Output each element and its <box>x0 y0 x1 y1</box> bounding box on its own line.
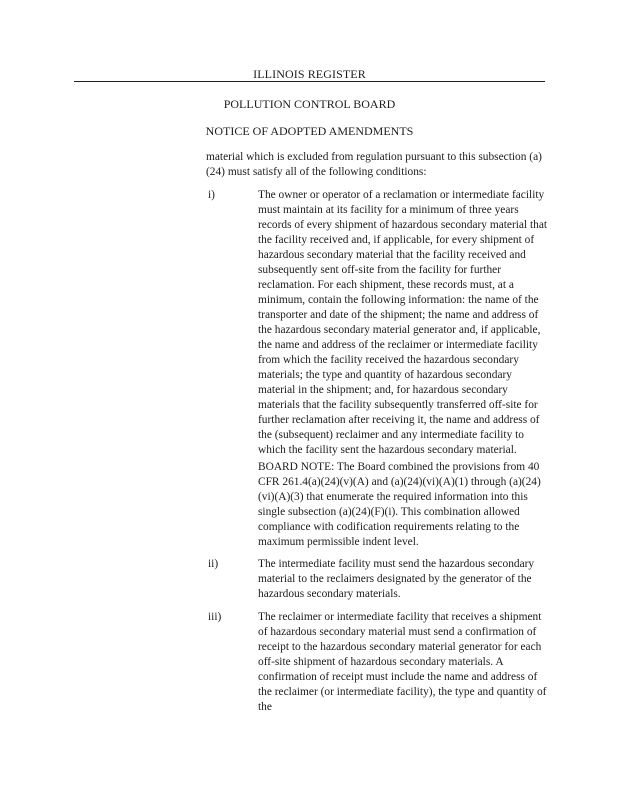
item-text-i: The owner or operator of a reclamation or intermediate facility must maintain at its facility for a minimum of three years records of every shipment of hazardous secondary material that the facility received and, if applicable, for every shipment of hazardous secondary material that the facility received and subsequently sent off-site from the facility for further reclamation. For each shipment, these records must, at a minimum, contain the following information: the name of the transporter and date of the shipment; the name and address of the hazardous secondary material generator and, if applicable, the name and address of the reclaimer or intermediate facility from which the facility received the hazardous secondary materials; the type and quantity of hazardous secondary material in the shipment; and, for hazardous secondary materials that the facility subsequently transferred off-site for further reclamation after receiving it, the name and address of the (subsequent) reclaimer and any intermediate facility to which the facility sent the hazardous secondary material. <box>258 189 548 456</box>
item-text-ii: The intermediate facility must send the hazardous secondary material to the reclaimers designated by the generator of the hazardous secondary materials. <box>258 558 535 600</box>
register-title: ILLINOIS REGISTER <box>253 67 366 81</box>
notice-title: NOTICE OF ADOPTED AMENDMENTS <box>205 124 414 138</box>
lead-paragraph: material which is excluded from regulation pursuant to this subsection (a)(24) must satisfy all of the following conditions: <box>206 151 542 178</box>
board-title: POLLUTION CONTROL BOARD <box>223 97 396 111</box>
item-label-i: i) <box>208 189 215 201</box>
item-text-iii: The reclaimer or intermediate facility that receives a shipment of hazardous secondary material must send a confirmation of receipt to the hazardous secondary material generator for each off-site shipment of hazardous secondary materials. A confirmation of receipt must include the name and address of the reclaimer (or intermediate facility), the type and quantity of the <box>258 611 547 713</box>
item-label-ii: ii) <box>208 558 219 570</box>
header-rule <box>74 81 545 82</box>
board-note: BOARD NOTE: The Board combined the provisions from 40 CFR 261.4(a)(24)(v)(A) and (a)(24)(vi)(A)(1) through (a)(24)(vi)(A)(3) that enumerate the required information into this single subsection (a)(24)(F)(i). This combination allowed compliance with codification requirements relating to the maximum permissible indent level. <box>258 461 541 548</box>
item-label-iii: iii) <box>208 611 222 623</box>
